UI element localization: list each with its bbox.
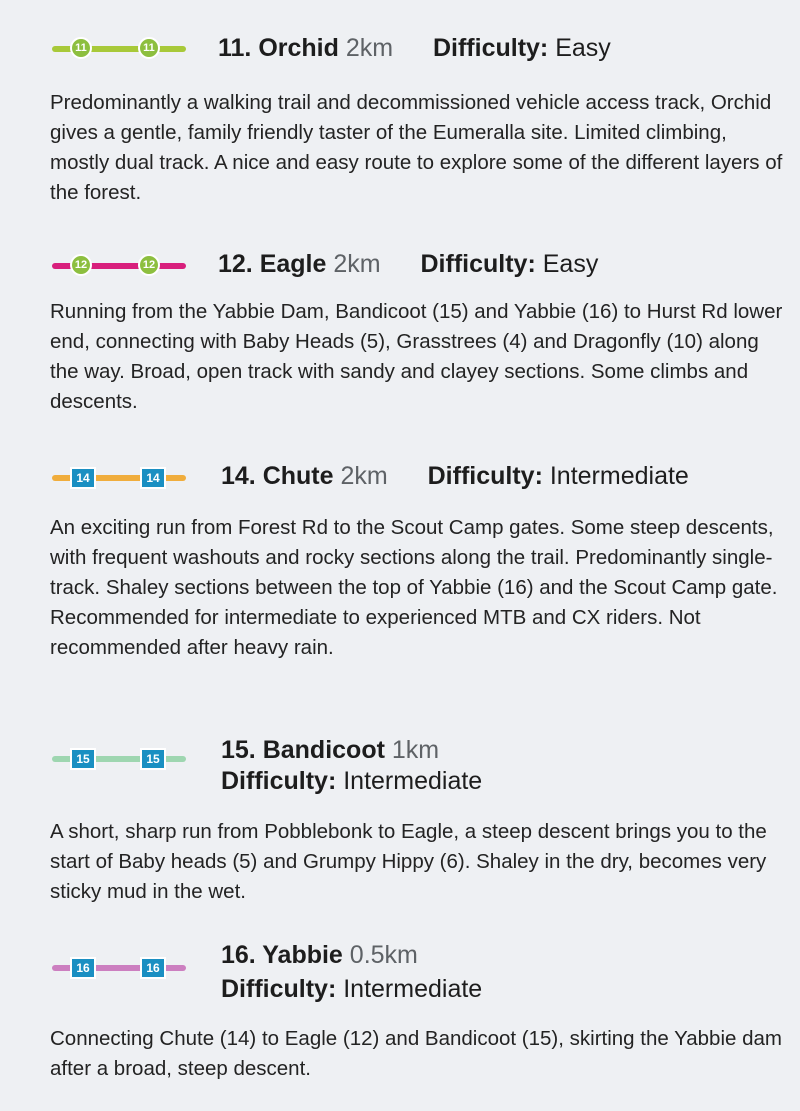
trail-number-badge: 12 — [70, 254, 92, 276]
trail-number-badge: 14 — [140, 467, 166, 489]
difficulty-label: Difficulty: — [420, 250, 536, 278]
trail-marker-14 — [52, 466, 186, 490]
trail-description: A short, sharp run from Pobblebonk to Eagle, a steep descent brings you to the start of Baby heads (5) and Grumpy Hippy (6). Shaley in the dry, becomes very sticky mud in the wet. — [50, 820, 767, 903]
trail-marker-11 — [52, 37, 186, 61]
trail-description: Running from the Yabbie Dam, Bandicoot (15) and Yabbie (16) to Hurst Rd lower end, connecting with Baby Heads (5), Grasstrees (4) and Dragonfly (10) along the way. Broad, open track with sandy and clayey sections. Some climbs and descents. — [50, 300, 783, 413]
trail-number-badge: 15 — [70, 748, 96, 770]
difficulty-label: Difficulty: — [221, 975, 337, 1003]
trail-marker-15 — [52, 747, 186, 771]
trail-difficulty: Easy — [542, 250, 599, 278]
difficulty-label: Difficulty: — [427, 462, 543, 490]
trail-marker-16 — [52, 956, 186, 980]
trail-name: 14. Chute — [221, 462, 334, 490]
trail-heading — [221, 461, 689, 491]
trail-name: 15. Bandicoot — [221, 736, 385, 764]
trail-distance: 2km — [333, 250, 381, 278]
trail-heading — [221, 735, 439, 765]
difficulty-label: Difficulty: — [221, 767, 337, 795]
trail-number-badge: 15 — [140, 748, 166, 770]
trail-difficulty: Intermediate — [343, 975, 483, 1003]
trail-distance: 0.5km — [349, 941, 418, 969]
trail-description: Predominantly a walking trail and decommissioned vehicle access track, Orchid gives a gentle, family friendly taster of the Eumeralla site. Limited climbing, mostly dual track. A nice and easy route to explore some of the different layers of the forest. — [50, 91, 783, 204]
trail-difficulty: Intermediate — [343, 767, 483, 795]
trail-difficulty: Easy — [555, 34, 611, 62]
trail-distance: 2km — [345, 34, 394, 62]
trail-difficulty: Intermediate — [549, 462, 689, 490]
trail-description: Connecting Chute (14) to Eagle (12) and Bandicoot (15), skirting the Yabbie dam after a broad, steep descent. — [50, 1027, 782, 1080]
trail-heading — [221, 940, 418, 970]
trail-number-badge: 11 — [138, 37, 160, 59]
trail-number-badge: 11 — [70, 37, 92, 59]
trail-number-badge: 16 — [140, 957, 166, 979]
trail-marker-12 — [52, 254, 186, 278]
trail-description: An exciting run from Forest Rd to the Scout Camp gates. Some steep descents, with frequent washouts and rocky sections along the trail. Predominantly single-track. Shaley sections between the top of Yabbie (16) and the Scout Camp gate. Recommended for intermediate to experienced MTB and CX riders. Not recommended after heavy rain. — [50, 516, 778, 659]
trail-name: 12. Eagle — [218, 250, 327, 278]
trail-heading — [218, 33, 611, 63]
trail-number-badge: 12 — [138, 254, 160, 276]
difficulty-label: Difficulty: — [432, 34, 549, 62]
trail-distance: 1km — [391, 736, 440, 764]
trail-number-badge: 16 — [70, 957, 96, 979]
trail-heading — [218, 249, 598, 279]
trail-difficulty-line — [221, 766, 482, 796]
trail-difficulty-line — [221, 974, 482, 1004]
trail-number-badge: 14 — [70, 467, 96, 489]
trail-distance: 2km — [340, 462, 388, 490]
trail-name: 16. Yabbie — [221, 941, 343, 969]
trail-name: 11. Orchid — [218, 34, 339, 62]
